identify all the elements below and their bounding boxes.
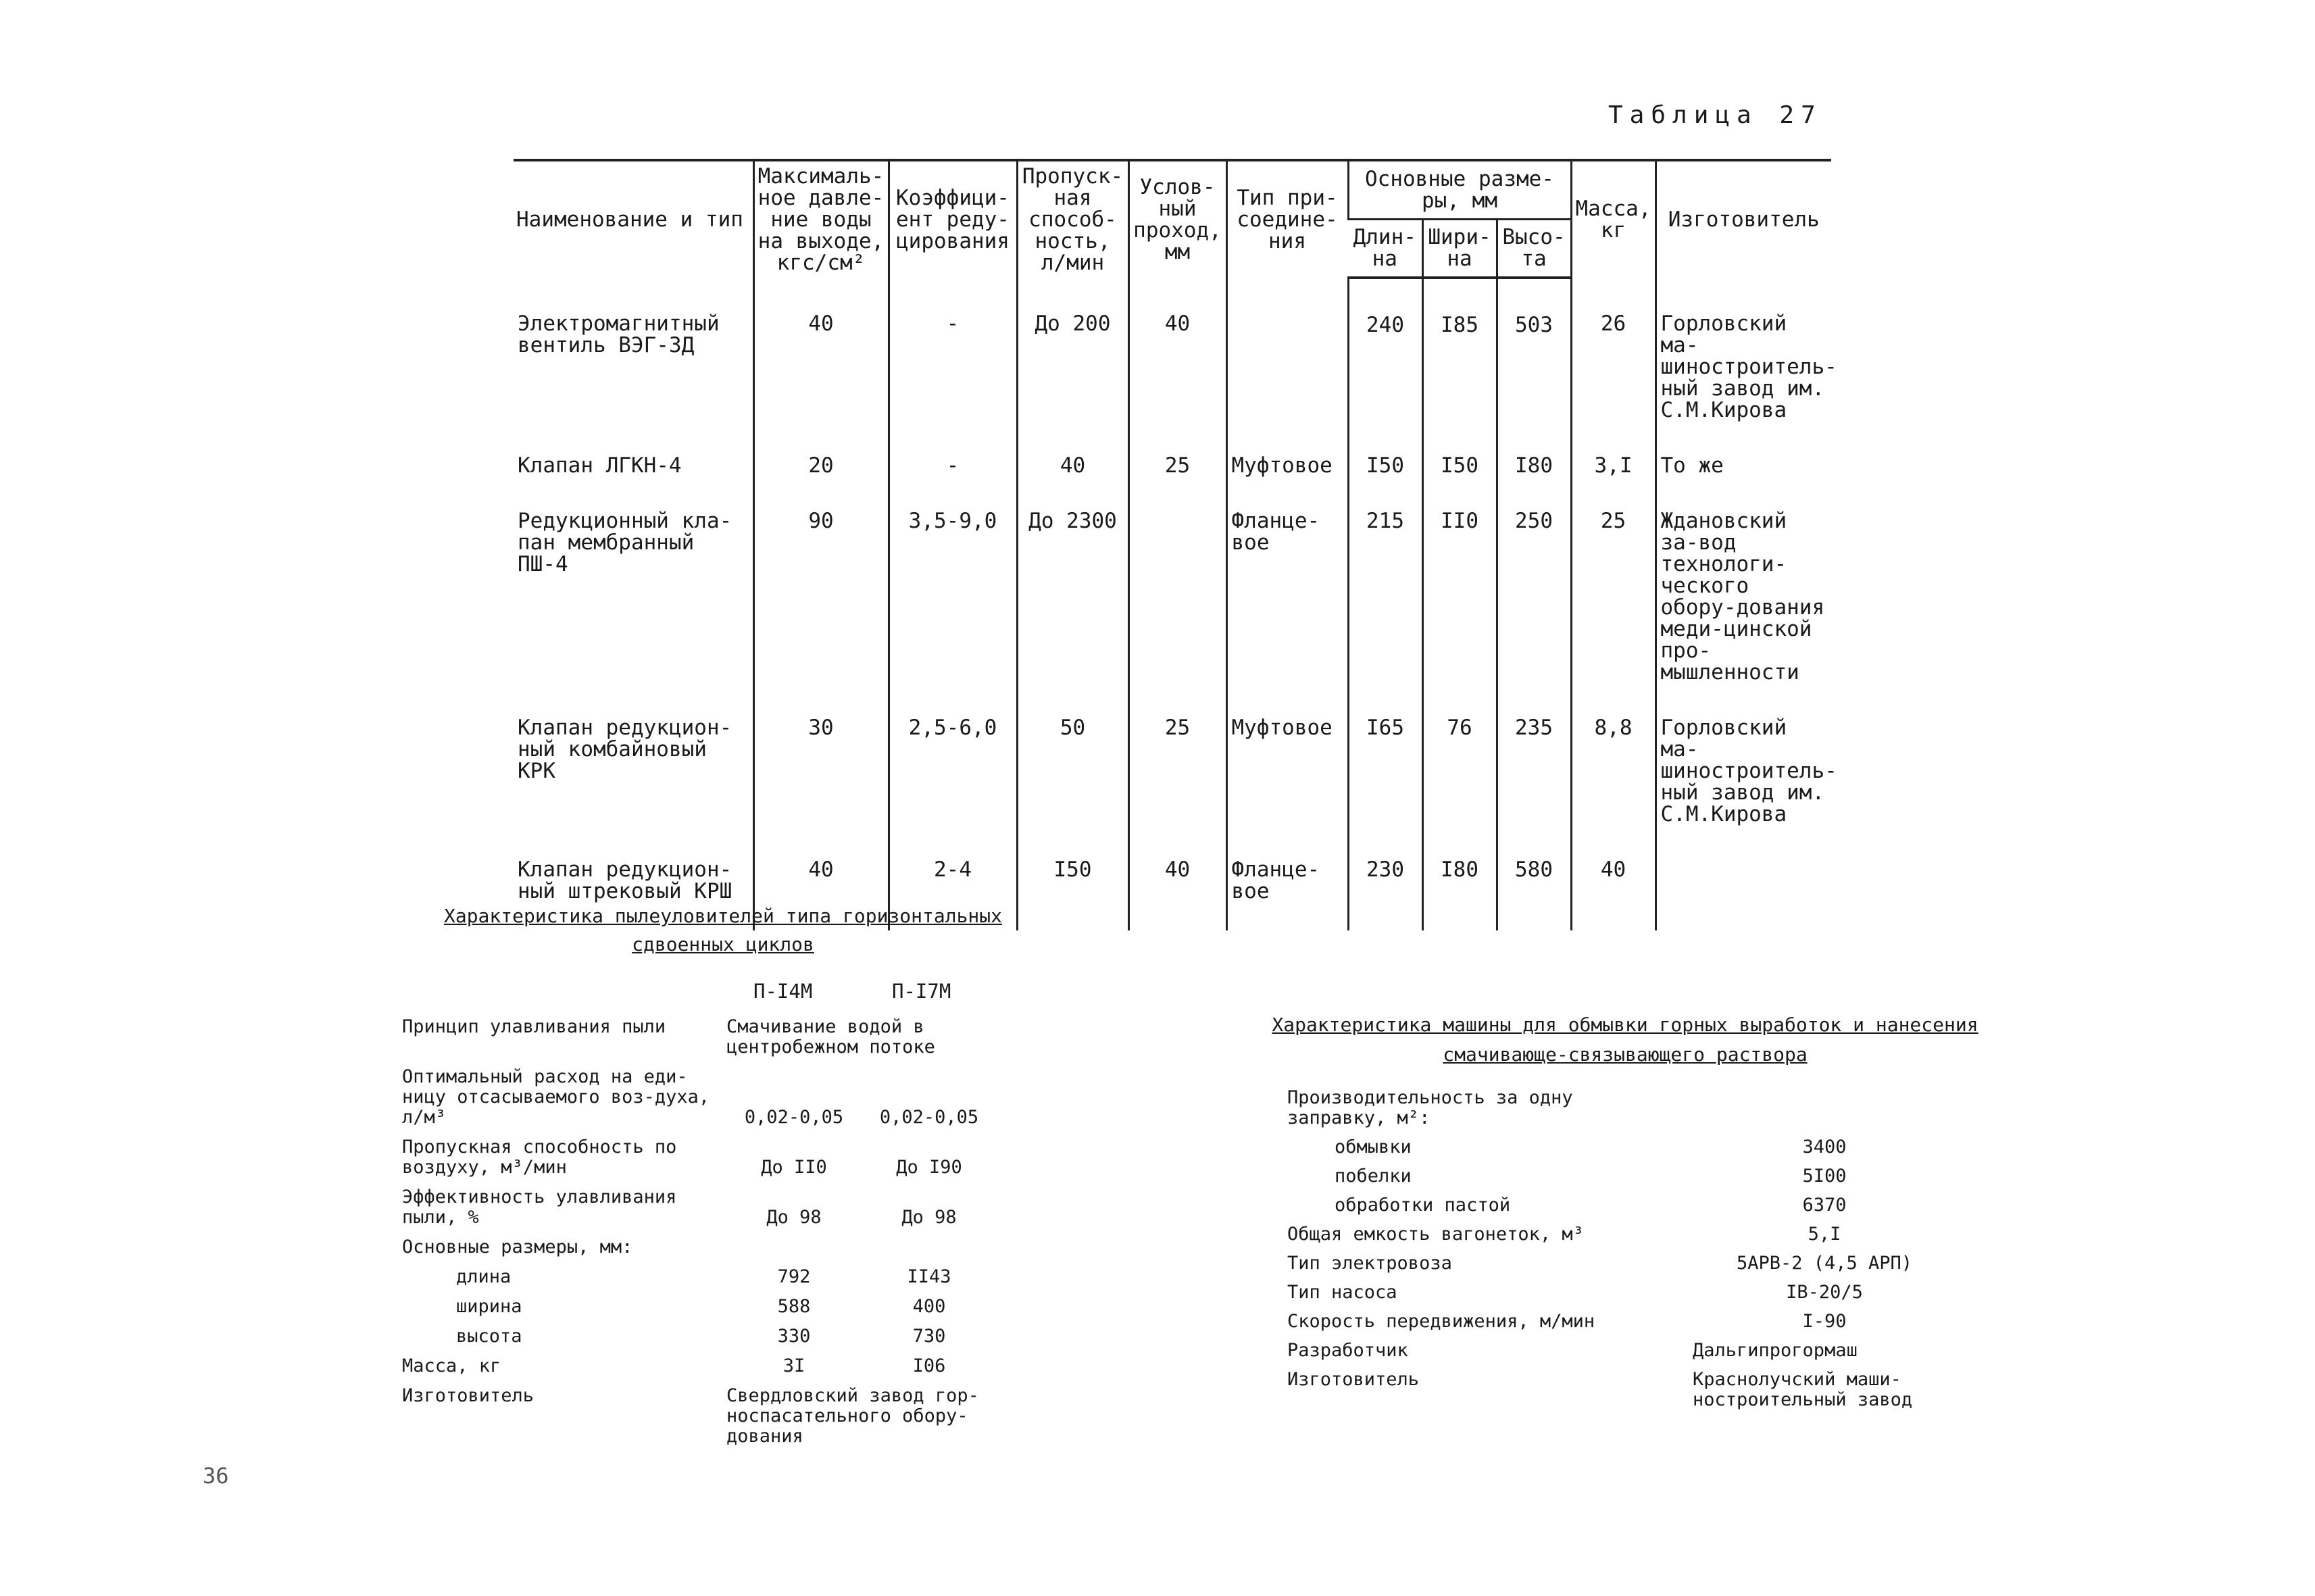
spec-value: 3400	[1802, 1137, 1847, 1157]
cell-pressure: 20	[753, 449, 889, 505]
cell-connection: Фланце-вое	[1226, 505, 1348, 712]
spec-row	[402, 1187, 1051, 1228]
cell-width: 76	[1422, 712, 1497, 853]
spec-label: Производительность за одну заправку, м²:	[1287, 1087, 1573, 1128]
cell-maker: Ждановский за-вод технологи-ческого обору-дования меди-цинской про-мышленности	[1656, 505, 1831, 712]
spec-row	[1287, 1088, 1983, 1128]
spec-value: 5I00	[1802, 1166, 1847, 1187]
spec-label: Принцип улавливания пыли	[402, 1016, 666, 1037]
spec-value-p14m: До 98	[766, 1207, 822, 1228]
spec-row	[1287, 1253, 1983, 1274]
cell-mass: 25	[1571, 505, 1656, 712]
cell-height: 250	[1497, 505, 1571, 712]
machine-specs	[1287, 1088, 1983, 1419]
spec-label: побелки	[1335, 1166, 1412, 1187]
cell-bore: 40	[1128, 278, 1226, 449]
table-row	[514, 278, 1831, 449]
header-coef: Коэффици-ент реду-цирования	[889, 160, 1017, 278]
spec-value-p14m: 0,02-0,05	[744, 1107, 844, 1128]
spec-row	[402, 1297, 1051, 1317]
dust-col2-header: П-I7М	[892, 980, 951, 1003]
spec-label: Основные размеры, мм:	[402, 1237, 633, 1257]
header-pressure: Максималь-ное давле-ние воды на выходе, кгс/см²	[753, 160, 889, 278]
header-length: Длин-на	[1348, 219, 1422, 278]
dust-col1-header: П-I4М	[753, 980, 813, 1003]
table-caption: Таблица 27	[1608, 101, 1822, 129]
cell-connection: Муфтовое	[1226, 712, 1348, 853]
header-name: Наименование и тип	[514, 160, 753, 278]
spec-row	[402, 1137, 1051, 1178]
cell-bore	[1128, 505, 1226, 712]
spec-value: Краснолучский маши-ностроительный завод	[1693, 1369, 1913, 1410]
spec-value-p14m: 3I	[782, 1355, 805, 1376]
cell-bore: 40	[1128, 853, 1226, 930]
cell-height: I80	[1497, 449, 1571, 505]
cell-pressure: 40	[753, 278, 889, 449]
header-width: Шири-на	[1422, 219, 1497, 278]
spec-value: IВ-20/5	[1786, 1282, 1863, 1303]
valves-table	[514, 159, 1837, 930]
cell-mass: 40	[1571, 853, 1656, 930]
spec-value-p17m: II43	[907, 1266, 951, 1287]
cell-maker: То же	[1656, 449, 1831, 505]
header-dims: Основные разме-ры, мм	[1348, 160, 1571, 219]
cell-mass: 8,8	[1571, 712, 1656, 853]
spec-row	[1287, 1166, 1983, 1187]
cell-coef: 2,5-6,0	[889, 712, 1017, 853]
spec-value: 5,I	[1808, 1224, 1841, 1245]
spec-row	[402, 1386, 1051, 1447]
cell-coef: -	[889, 278, 1017, 449]
spec-value-p14m: До II0	[761, 1157, 827, 1178]
cell-coef: -	[889, 449, 1017, 505]
cell-connection	[1226, 278, 1348, 449]
spec-value: Дальгипрогормаш	[1693, 1340, 1858, 1361]
spec-value: I-90	[1802, 1311, 1847, 1332]
cell-throughput: I50	[1017, 853, 1128, 930]
cell-mass: 26	[1571, 278, 1656, 449]
spec-row	[402, 1237, 1051, 1257]
spec-label: Пропускная способность по воздуху, м³/мин	[402, 1137, 677, 1178]
cell-height: 503	[1497, 278, 1571, 449]
machine-title: Характеристика машины для обмывки горных выработок и нанесения смачивающе-связывающего раствора	[1272, 1014, 1978, 1066]
spec-row	[1287, 1282, 1983, 1303]
spec-row	[402, 1326, 1051, 1347]
spec-value-p14m: 330	[777, 1326, 811, 1347]
cell-name: Клапан редукцион-ный комбайновый КРК	[518, 716, 732, 783]
spec-label: Изготовитель	[1287, 1369, 1420, 1390]
header-height: Высо-та	[1497, 219, 1571, 278]
spec-row	[1287, 1137, 1983, 1157]
cell-coef: 3,5-9,0	[889, 505, 1017, 712]
spec-label: Тип электровоза	[1287, 1253, 1452, 1274]
spec-value-p14m: 792	[777, 1266, 811, 1287]
spec-value-p17m: 0,02-0,05	[879, 1107, 979, 1128]
spec-row	[402, 1017, 1051, 1057]
table-row	[514, 712, 1831, 853]
cell-maker: Горловский ма-шиностроитель-ный завод им. С.М.Кирова	[1656, 278, 1831, 449]
cell-width: I85	[1422, 278, 1497, 449]
cell-maker: Горловский ма-шиностроитель-ный завод им. С.М.Кирова	[1656, 712, 1831, 853]
cell-length: 215	[1348, 505, 1422, 712]
cell-coef: 2-4	[889, 853, 1017, 930]
spec-value: 6370	[1802, 1195, 1847, 1216]
cell-width: II0	[1422, 505, 1497, 712]
page-number: 36	[203, 1463, 229, 1489]
spec-value: Свердловский завод гор-носпасательного обору-дования	[726, 1385, 979, 1447]
header-bore: Услов-ный проход, мм	[1128, 160, 1226, 278]
header-mass: Масса, кг	[1571, 160, 1656, 278]
cell-name: Электромагнитный вентиль ВЭГ-3Д	[518, 311, 720, 357]
spec-row	[1287, 1341, 1983, 1361]
spec-label: высота	[456, 1326, 522, 1347]
spec-row	[1287, 1195, 1983, 1216]
spec-label: обработки пастой	[1335, 1195, 1511, 1216]
cell-mass: 3,I	[1571, 449, 1656, 505]
cell-width: I80	[1422, 853, 1497, 930]
spec-row	[402, 1067, 1051, 1128]
table-row	[514, 449, 1831, 505]
cell-height: 235	[1497, 712, 1571, 853]
spec-label: Эффективность улавливания пыли, %	[402, 1187, 677, 1228]
spec-label: Тип насоса	[1287, 1282, 1397, 1303]
spec-label: Разработчик	[1287, 1340, 1408, 1361]
dust-collector-title: Характеристика пылеуловителей типа горизонтальных сдвоенных циклов	[443, 905, 1002, 955]
cell-pressure: 40	[753, 853, 889, 930]
cell-length: I50	[1348, 449, 1422, 505]
cell-throughput: 50	[1017, 712, 1128, 853]
cell-pressure: 90	[753, 505, 889, 712]
spec-label: Скорость передвижения, м/мин	[1287, 1311, 1595, 1332]
header-throughput: Пропуск-ная способ-ность, л/мин	[1017, 160, 1128, 278]
spec-row	[402, 1356, 1051, 1376]
cell-pressure: 30	[753, 712, 889, 853]
cell-length: I65	[1348, 712, 1422, 853]
cell-connection: Муфтовое	[1226, 449, 1348, 505]
header-maker: Изготовитель	[1656, 160, 1831, 278]
spec-value: 5АРВ-2 (4,5 АРП)	[1736, 1253, 1913, 1274]
spec-value-p17m: 730	[912, 1326, 946, 1347]
cell-name: Клапан редукцион-ный штрековый КРШ	[518, 857, 732, 903]
header-connection: Тип при-соедине-ния	[1226, 160, 1348, 278]
spec-value-p17m: До I90	[896, 1157, 962, 1178]
spec-label: длина	[456, 1266, 512, 1287]
spec-row	[1287, 1224, 1983, 1245]
cell-throughput: 40	[1017, 449, 1128, 505]
spec-label: Общая емкость вагонеток, м³	[1287, 1224, 1584, 1245]
cell-name: Редукционный кла-пан мембранный ПШ-4	[518, 509, 732, 576]
cell-bore: 25	[1128, 712, 1226, 853]
spec-value: Смачивание водой в центробежном потоке	[726, 1016, 935, 1057]
spec-value-p14m: 588	[777, 1296, 811, 1317]
spec-label: ширина	[456, 1296, 522, 1317]
cell-length: 240	[1348, 278, 1422, 449]
spec-value-p17m: 400	[912, 1296, 946, 1317]
cell-maker	[1656, 853, 1831, 930]
cell-connection: Фланце-вое	[1226, 853, 1348, 930]
cell-throughput: До 200	[1017, 278, 1128, 449]
spec-row	[402, 1267, 1051, 1287]
dust-collector-specs	[402, 1017, 1051, 1456]
cell-length: 230	[1348, 853, 1422, 930]
table-row	[514, 505, 1831, 712]
spec-value-p17m: До 98	[901, 1207, 957, 1228]
spec-row	[1287, 1370, 1983, 1410]
spec-label: Масса, кг	[402, 1355, 501, 1376]
spec-label: обмывки	[1335, 1137, 1412, 1157]
cell-name: Клапан ЛГКН-4	[518, 453, 682, 478]
spec-value-p17m: I06	[912, 1355, 946, 1376]
spec-label: Оптимальный расход на еди-ницу отсасываемого воз-духа, л/м³	[402, 1066, 710, 1128]
cell-bore: 25	[1128, 449, 1226, 505]
spec-row	[1287, 1312, 1983, 1332]
cell-throughput: До 2300	[1017, 505, 1128, 712]
cell-height: 580	[1497, 853, 1571, 930]
spec-label: Изготовитель	[402, 1385, 534, 1406]
cell-width: I50	[1422, 449, 1497, 505]
